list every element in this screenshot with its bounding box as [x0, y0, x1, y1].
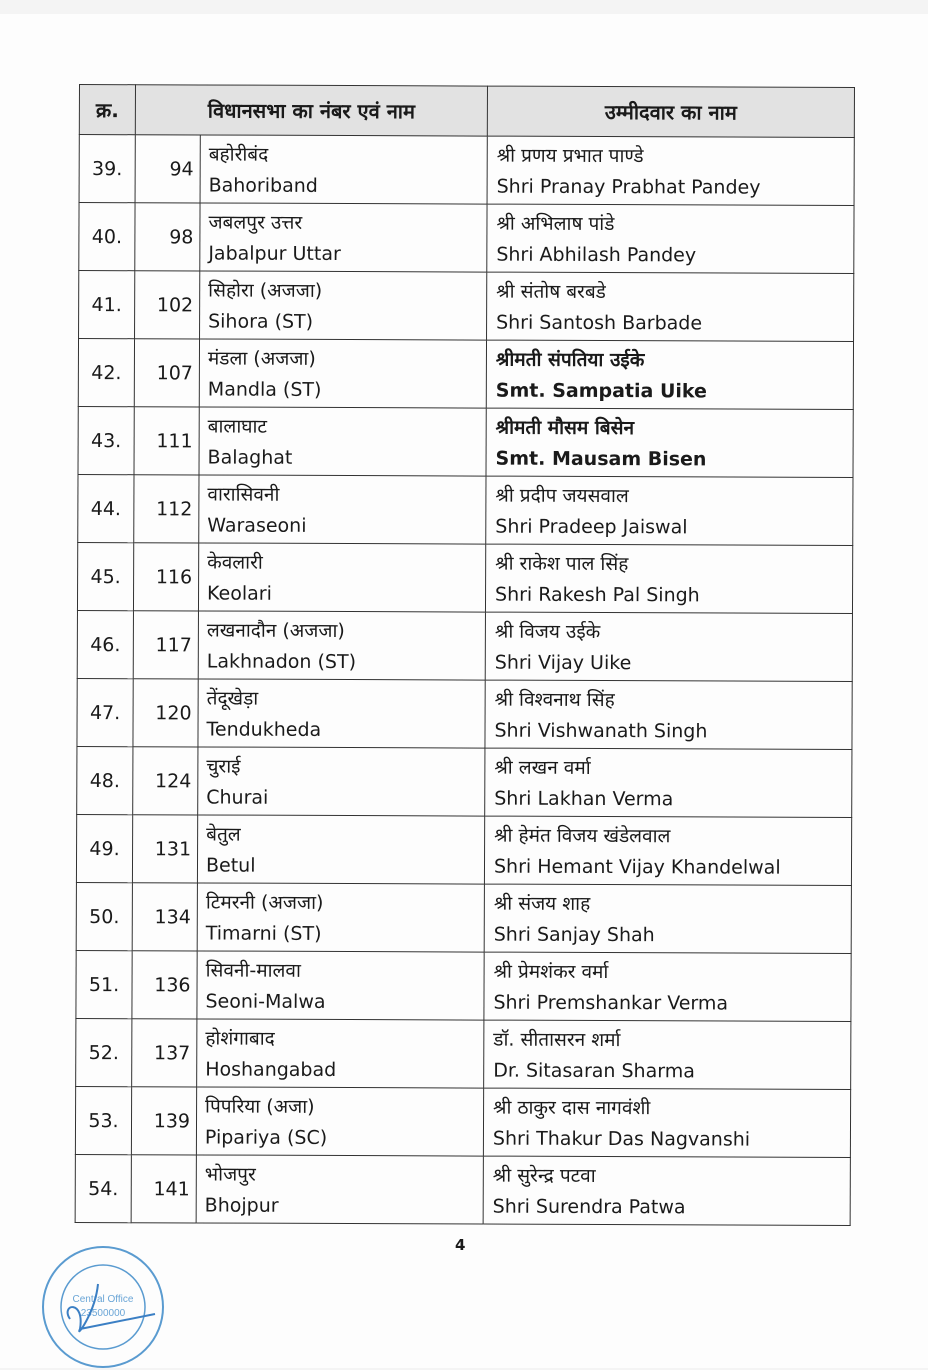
candidate-name-hindi: डॉ. सीतासरन शर्मा	[493, 1028, 621, 1051]
candidate-name	[485, 544, 852, 613]
candidate-name	[484, 884, 851, 953]
constituency-name-hindi: तेंदूखेड़ा	[206, 686, 259, 710]
candidate-name-english: Smt. Mausam Bisen	[495, 447, 707, 470]
candidate-name	[484, 816, 851, 885]
constituency-name	[200, 135, 487, 204]
table-row	[77, 746, 852, 817]
candidate-name-hindi: श्री राकेश पाल सिंह	[495, 552, 629, 575]
candidate-name-hindi: श्री हेमंत विजय खंडेलवाल	[494, 824, 671, 847]
constituency-name	[197, 1019, 484, 1088]
candidate-name-hindi: श्री ठाकुर दास नागवंशी	[493, 1096, 651, 1119]
candidate-name-english: Smt. Sampatia Uike	[495, 379, 707, 402]
table-row	[78, 339, 853, 410]
constituency-name-hindi: बहोरीबंद	[208, 142, 269, 166]
candidate-name-hindi: श्री विजय उईके	[494, 620, 601, 643]
constituency-name-hindi: सिहोरा (अजजा)	[208, 278, 323, 302]
constituency-name-english: Jabalpur Uttar	[208, 241, 341, 265]
candidate-table	[75, 84, 855, 1226]
constituency-name-english: Hoshangabad	[205, 1057, 337, 1081]
constituency-number: 116	[133, 543, 198, 611]
candidate-name-hindi: श्री प्रदीप जयसवाल	[495, 484, 629, 507]
serial-number: 41.	[79, 271, 135, 339]
constituency-name	[198, 611, 485, 680]
constituency-name-hindi: बेतुल	[206, 822, 241, 846]
candidate-name	[486, 408, 853, 477]
constituency-number: 111	[134, 407, 199, 475]
candidate-name-hindi: श्री विश्वनाथ सिंह	[494, 688, 615, 711]
candidate-name-english: Shri Thakur Das Nagvanshi	[492, 1127, 751, 1151]
candidate-name-hindi: श्री सुरेन्द्र पटवा	[492, 1164, 596, 1187]
constituency-name-english: Churai	[206, 785, 269, 809]
table-row	[78, 474, 853, 545]
serial-number: 45.	[77, 542, 133, 610]
constituency-name-english: Mandla (ST)	[207, 377, 322, 401]
constituency-name	[196, 1087, 483, 1156]
constituency-name-english: Lakhnadon (ST)	[206, 649, 357, 673]
constituency-number: 94	[135, 135, 200, 203]
candidate-name	[487, 136, 854, 205]
candidate-name-english: Shri Abhilash Pandey	[496, 243, 697, 266]
table-row	[77, 610, 852, 681]
constituency-name	[198, 679, 485, 748]
candidate-name-english: Shri Lakhan Verma	[494, 787, 674, 810]
constituency-name	[199, 339, 486, 408]
candidate-name-hindi: श्री संतोष बरबडे	[496, 280, 606, 303]
constituency-name	[199, 407, 486, 476]
candidate-name-hindi: श्री संजय शाह	[493, 892, 591, 915]
constituency-name-english: Betul	[205, 853, 256, 877]
constituency-name-hindi: लखनादौन (अजजा)	[206, 618, 345, 642]
candidate-name-english: Shri Hemant Vijay Khandelwal	[493, 855, 781, 879]
constituency-name-english: Waraseoni	[207, 513, 307, 537]
constituency-name-hindi: चुराई	[206, 754, 241, 778]
constituency-number: 117	[133, 611, 198, 679]
svg-text:Central Office: Central Office	[72, 1294, 134, 1305]
constituency-name-english: Tendukheda	[206, 717, 322, 741]
candidate-name-hindi: श्रीमती मौसम बिसेन	[495, 416, 635, 439]
constituency-name-english: Balaghat	[207, 445, 293, 469]
table-row	[75, 1086, 850, 1157]
constituency-number: 112	[134, 475, 199, 543]
constituency-name	[197, 883, 484, 952]
candidate-name	[486, 340, 853, 409]
constituency-name-hindi: बालाघाट	[207, 414, 268, 438]
candidate-name-hindi: श्री प्रणय प्रभात पाण्डे	[496, 144, 644, 167]
serial-number: 42.	[78, 339, 134, 407]
constituency-number: 141	[131, 1155, 196, 1223]
constituency-number: 136	[132, 951, 197, 1019]
candidate-name-english: Shri Santosh Barbade	[496, 311, 703, 334]
candidate-name-english: Dr. Sitasaran Sharma	[493, 1059, 695, 1082]
serial-number: 54.	[75, 1154, 131, 1222]
svg-text:23500000: 23500000	[80, 1308, 126, 1319]
candidate-name-english: Shri Surendra Patwa	[492, 1195, 686, 1218]
table-row	[79, 203, 854, 274]
serial-number: 47.	[77, 678, 133, 746]
constituency-name-hindi: होशंगाबाद	[205, 1026, 275, 1050]
candidate-name-english: Shri Rakesh Pal Singh	[495, 583, 700, 606]
constituency-name-hindi: केवलारी	[207, 550, 263, 574]
candidate-name	[485, 680, 852, 749]
candidate-name	[487, 272, 854, 341]
constituency-name-english: Timarni (ST)	[205, 921, 322, 945]
constituency-name-hindi: सिवनी-मालवा	[205, 958, 301, 982]
constituency-name-english: Bhojpur	[204, 1193, 279, 1217]
candidate-name-english: Shri Vijay Uike	[494, 651, 632, 674]
table-row	[75, 1154, 850, 1225]
candidate-name-hindi: श्रीमती संपतिया उईके	[495, 348, 645, 371]
constituency-number: 98	[135, 203, 200, 271]
serial-number: 46.	[77, 610, 133, 678]
constituency-name-english: Seoni-Malwa	[205, 989, 326, 1013]
candidate-name	[483, 1088, 850, 1157]
table-row	[79, 135, 854, 206]
constituency-name-hindi: टिमरनी (अजजा)	[205, 890, 324, 914]
candidate-name	[487, 204, 854, 273]
constituency-number: 134	[132, 883, 197, 951]
header-serial: क्र.	[79, 85, 135, 135]
candidate-name	[486, 476, 853, 545]
header-constituency: विधानसभा का नंबर एवं नाम	[135, 85, 487, 136]
constituency-name	[197, 951, 484, 1020]
constituency-name	[198, 543, 485, 612]
constituency-number: 124	[133, 747, 198, 815]
constituency-name	[197, 815, 484, 884]
candidate-name-hindi: श्री प्रेमशंकर वर्मा	[493, 960, 609, 983]
constituency-name-hindi: जबलपुर उत्तर	[208, 210, 303, 234]
constituency-number: 120	[133, 679, 198, 747]
constituency-number: 137	[132, 1019, 197, 1087]
table-header-row	[79, 85, 854, 138]
table-row	[79, 271, 854, 342]
serial-number: 53.	[75, 1086, 131, 1154]
constituency-name	[199, 475, 486, 544]
serial-number: 48.	[77, 746, 133, 814]
serial-number: 39.	[79, 135, 135, 203]
candidate-name	[484, 952, 851, 1021]
constituency-name	[200, 203, 487, 272]
candidate-name-hindi: श्री अभिलाष पांडे	[496, 212, 615, 235]
table-row	[77, 678, 852, 749]
candidate-name-english: Shri Pranay Prabhat Pandey	[496, 175, 761, 199]
constituency-name-hindi: पिपरिया (अजा)	[205, 1094, 315, 1118]
constituency-number: 131	[132, 815, 197, 883]
constituency-name-english: Bahoriband	[208, 173, 318, 197]
candidate-name-hindi: श्री लखन वर्मा	[494, 756, 591, 779]
serial-number: 43.	[78, 406, 134, 474]
candidate-name	[485, 612, 852, 681]
candidate-name-english: Shri Pradeep Jaiswal	[495, 515, 688, 538]
candidate-name	[485, 748, 852, 817]
serial-number: 40.	[79, 203, 135, 271]
constituency-number: 139	[131, 1087, 196, 1155]
constituency-name-hindi: मंडला (अजजा)	[207, 346, 316, 370]
page-number: 4	[455, 1236, 466, 1254]
constituency-number: 107	[134, 339, 199, 407]
serial-number: 49.	[76, 814, 132, 882]
candidate-name-english: Shri Vishwanath Singh	[494, 719, 708, 742]
table-row	[76, 950, 851, 1021]
constituency-name	[200, 271, 487, 340]
candidate-name	[484, 1020, 851, 1089]
serial-number: 50.	[76, 882, 132, 950]
candidate-name	[483, 1156, 850, 1225]
table-row	[76, 1018, 851, 1089]
header-candidate: उम्मीदवार का नाम	[487, 86, 854, 137]
constituency-name-hindi: वारासिवनी	[207, 482, 280, 506]
constituency-name-english: Sihora (ST)	[208, 309, 314, 333]
table-row	[78, 406, 853, 477]
constituency-name	[196, 1155, 483, 1224]
constituency-name-english: Pipariya (SC)	[204, 1125, 328, 1149]
table-row	[77, 542, 852, 613]
serial-number: 44.	[78, 474, 134, 542]
serial-number: 52.	[76, 1018, 132, 1086]
constituency-name-hindi: भोजपुर	[204, 1162, 256, 1186]
candidate-name-english: Shri Premshankar Verma	[493, 991, 729, 1014]
document-page	[0, 14, 928, 1368]
constituency-name	[198, 747, 485, 816]
candidate-name-english: Shri Sanjay Shah	[493, 923, 655, 946]
serial-number: 51.	[76, 950, 132, 1018]
table-row	[76, 882, 851, 953]
table-row	[76, 814, 851, 885]
constituency-number: 102	[135, 271, 200, 339]
party-seal-stamp	[40, 1244, 166, 1370]
constituency-name-english: Keolari	[207, 581, 272, 605]
